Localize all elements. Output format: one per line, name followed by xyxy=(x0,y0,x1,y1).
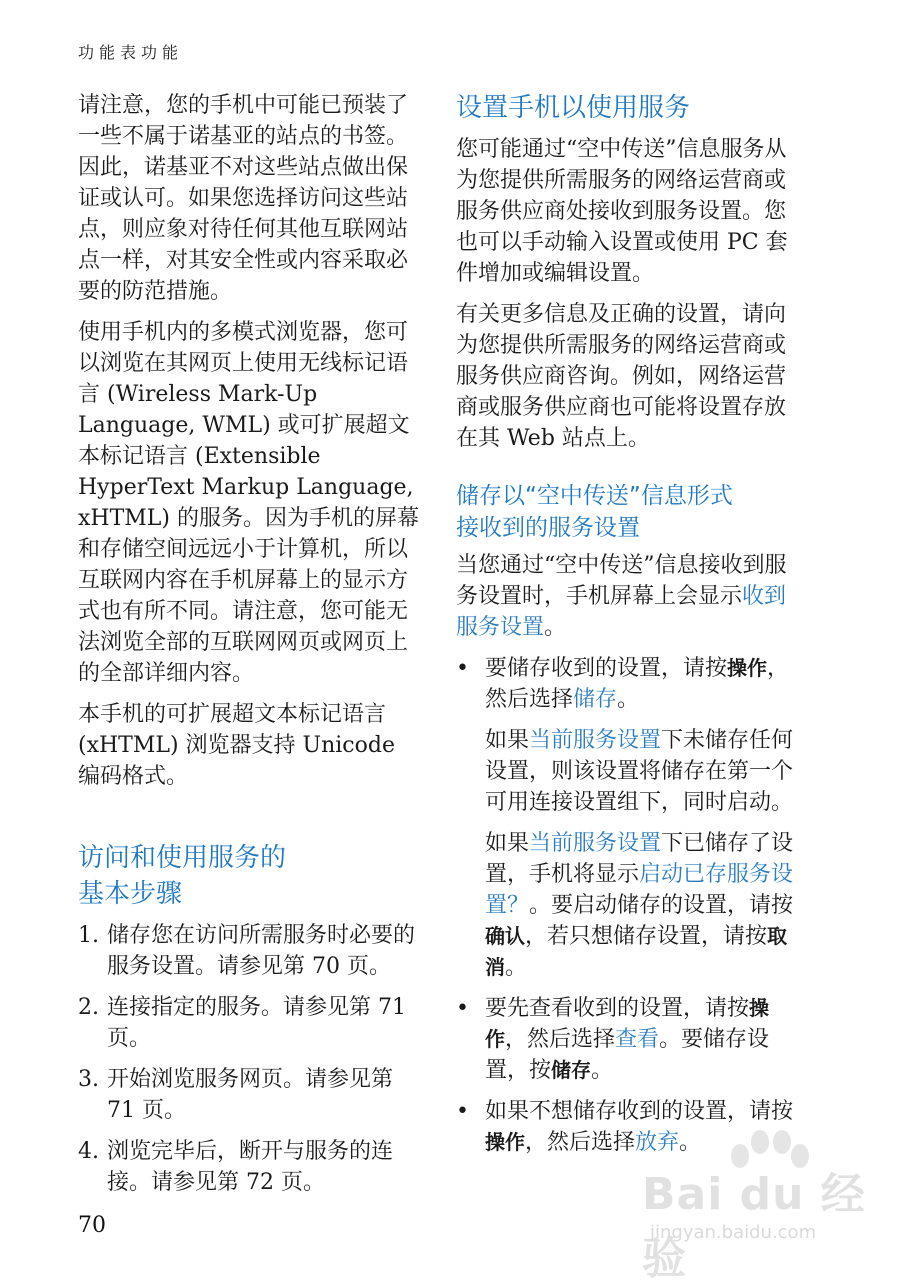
text-run: 要先查看收到的设置，请按 xyxy=(485,996,750,1021)
bullet-list xyxy=(456,653,801,1158)
heading-line: 储存以“空中传送”信息形式 xyxy=(456,483,733,509)
text-run: ，然后选择 xyxy=(505,1027,616,1052)
step-number: 3. xyxy=(78,1067,99,1092)
heading-line: 基本步骤 xyxy=(78,879,183,909)
key-term: 取消 xyxy=(485,924,788,979)
subsection-heading-ota xyxy=(456,480,801,544)
text-run: 当您通过“空中传送”信息接收到服务设置时，手机屏幕上会显示 xyxy=(456,553,787,609)
list-item xyxy=(78,920,423,982)
text-run: 如果 xyxy=(485,831,530,856)
menu-term: 启动已存服务设置？ xyxy=(485,862,794,918)
text-run: 。 xyxy=(679,1130,702,1155)
step-number: 4. xyxy=(78,1139,99,1164)
bullet-text xyxy=(485,653,801,715)
menu-term-received-settings: 收到服务设置 xyxy=(456,584,787,640)
menu-term: 储存 xyxy=(573,687,618,712)
watermark-url: jingyan.baidu.com xyxy=(650,1222,817,1243)
step-number: 1. xyxy=(78,923,99,948)
bullet-text xyxy=(485,993,801,1086)
text-run: 如果不想储存收到的设置，请按 xyxy=(485,1099,794,1124)
list-item xyxy=(456,993,801,1086)
text-run: ，若只想储存设置，请按 xyxy=(525,924,768,949)
step-text: 开始浏览服务网页。请参见第 71 页。 xyxy=(107,1067,394,1123)
bullet-icon: • xyxy=(456,656,469,681)
list-item xyxy=(456,653,801,983)
text-run: 下已储存了设置，手机将显示 xyxy=(485,831,794,887)
key-term: 操作 xyxy=(485,996,770,1051)
text-run: 。 xyxy=(617,687,640,712)
left-column xyxy=(78,90,423,1208)
text-run: ，然后选择 xyxy=(485,656,790,712)
text-run: 。 xyxy=(505,955,528,980)
steps-list xyxy=(78,920,423,1198)
right-column xyxy=(456,90,801,1168)
step-text: 连接指定的服务。请参见第 71 页。 xyxy=(107,995,406,1051)
page-number: 70 xyxy=(78,1213,106,1238)
text-run: 下未储存任何设置，则该设置将储存在第一个可用连接设置组下，同时启动。 xyxy=(485,728,794,815)
menu-term: 当前服务设置 xyxy=(529,728,662,753)
key-term: 储存 xyxy=(551,1058,592,1082)
key-term: 操作 xyxy=(485,1130,525,1154)
text-run: ，然后选择 xyxy=(525,1130,636,1155)
text-run: 。要储存设置，按 xyxy=(485,1027,770,1083)
intro-paragraph-1: 请注意，您的手机中可能已预装了一些不属于诺基亚的站点的书签。因此，诺基亚不对这些站点做出保证或认可。如果您选择访问这些站点，则应象对待任何其他互联网站点一样，对其安全性或内容采取必要的防范措施。 xyxy=(78,93,409,304)
menu-term: 放弃 xyxy=(635,1130,680,1155)
menu-term: 当前服务设置 xyxy=(529,831,662,856)
sub-paragraph-1 xyxy=(485,725,801,818)
intro-paragraph-3: 本手机的可扩展超文本标记语言 (xHTML) 浏览器支持 Unicode 编码格式。 xyxy=(78,702,395,789)
text-run: 。要启动储存的设置，请按 xyxy=(529,893,794,918)
text-run: 如果 xyxy=(485,728,530,753)
section-heading-setup: 设置手机以使用服务 xyxy=(456,93,691,123)
heading-line: 访问和使用服务的 xyxy=(78,843,287,873)
list-item xyxy=(78,1136,423,1198)
text-run: 。 xyxy=(544,615,567,640)
text-run: 。 xyxy=(591,1058,614,1083)
intro-paragraph-2: 使用手机内的多模式浏览器，您可以浏览在其网页上使用无线标记语言 (Wireless Mark-Up Language, WML) 或可扩展超文本标记语言 (Extensible HyperText Markup Language, xHTML) 的服务。因为手机的屏幕和存储空间远远小于计算机，所以互联网内容在手机屏幕上的显示方式也有所不同。请注意，您可能无法浏览全部的互联网网页或网页上的全部详细内容。 xyxy=(78,320,419,686)
step-number: 2. xyxy=(78,995,99,1020)
key-term: 确认 xyxy=(485,924,525,948)
setup-paragraph-2: 有关更多信息及正确的设置，请向为您提供所需服务的网络运营商或服务供应商咨询。例如，网络运营商或服务供应商也可能将设置存放在其 Web 站点上。 xyxy=(456,302,787,451)
text-run: 要储存收到的设置，请按 xyxy=(485,656,728,681)
bullet-icon: • xyxy=(456,996,469,1021)
heading-line: 接收到的服务设置 xyxy=(456,515,640,541)
section-heading-basic-steps xyxy=(78,840,423,912)
sub-paragraph-2 xyxy=(485,828,801,983)
watermark xyxy=(640,1140,870,1284)
step-text: 储存您在访问所需服务时必要的服务设置。请参见第 70 页。 xyxy=(107,923,416,979)
bullet-icon: • xyxy=(456,1099,469,1124)
ota-paragraph xyxy=(456,550,801,643)
running-header: 功能表功能 xyxy=(78,43,184,62)
watermark-logo: Bai du 经验 xyxy=(642,1169,866,1284)
menu-term: 查看 xyxy=(615,1027,660,1052)
key-term: 操作 xyxy=(727,656,768,680)
list-item xyxy=(78,1064,423,1126)
list-item xyxy=(78,992,423,1054)
step-text: 浏览完毕后，断开与服务的连接。请参见第 72 页。 xyxy=(107,1139,394,1195)
setup-paragraph-1: 您可能通过“空中传送”信息服务从为您提供所需服务的网络运营商或服务供应商处接收到服务设置。您也可以手动输入设置或使用 PC 套件增加或编辑设置。 xyxy=(456,137,788,286)
